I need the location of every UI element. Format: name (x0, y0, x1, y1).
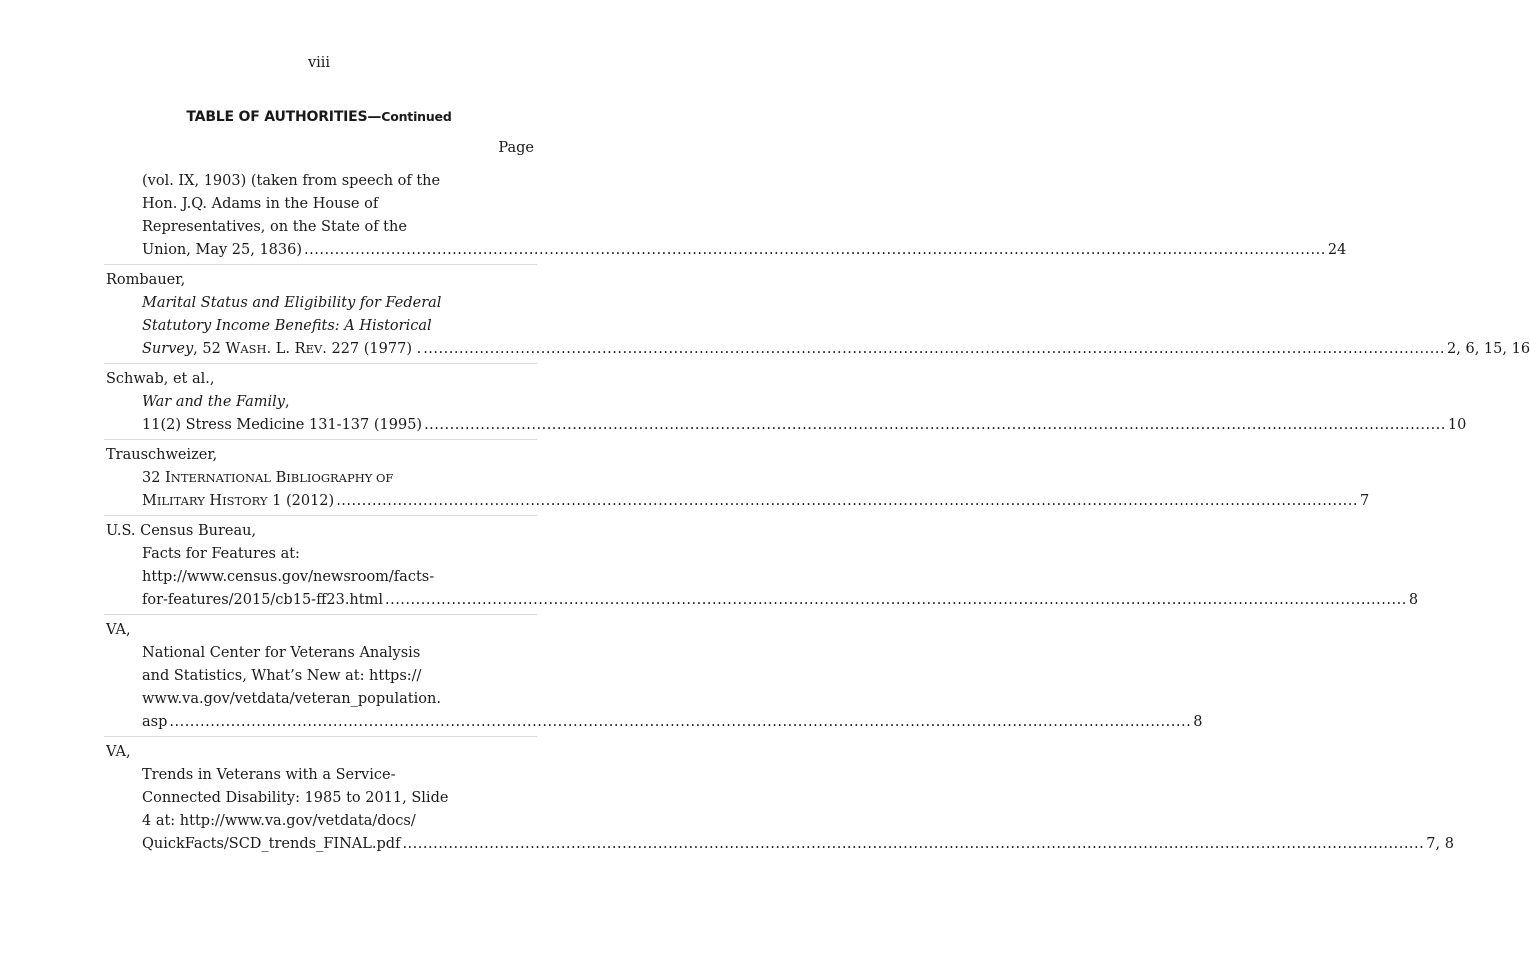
citation-line: Facts for Features at: (142, 546, 300, 562)
authorities-list (106, 170, 1530, 858)
citation-line: Representatives, on the State of the (142, 219, 407, 235)
citation-text: M (142, 493, 157, 509)
citation-text: 11(2) Stress Medicine 131-137 (1995) (142, 417, 423, 433)
citation-line: Hon. J.Q. Adams in the House of (142, 196, 379, 212)
heading-continued: Continued (381, 109, 452, 124)
authority-entry (106, 368, 1467, 437)
citation-punct: , (285, 394, 290, 410)
dot-leader: ........................................................................................................................................................................................................ (384, 592, 1407, 608)
citation-line: and Statistics, What’s New at: https:// (142, 668, 422, 684)
page-number: viii (307, 55, 331, 71)
citation-text (142, 490, 334, 513)
citation-text: asp (142, 714, 168, 730)
citation-line-last (106, 490, 1370, 513)
citation-text: 32 I (142, 470, 171, 486)
entry-divider (104, 363, 537, 364)
citation-line-last (106, 833, 1454, 856)
entry-divider (104, 515, 537, 516)
citation-line: (vol. IX, 1903) (taken from speech of the (142, 173, 441, 189)
authority-entry (106, 741, 1454, 856)
citation-line (106, 467, 535, 490)
dot-leader: ........................................................................................................................................................................................................ (402, 836, 1425, 852)
section-heading (0, 109, 638, 125)
page-reference: 24 (1327, 242, 1347, 258)
citation-text: H (204, 493, 223, 509)
page-reference: 2, 6, 15, 16 (1447, 341, 1530, 357)
journal-smallcaps: ASH (240, 342, 267, 356)
page-reference: 8 (1193, 714, 1203, 730)
citation-line-last (106, 338, 1530, 361)
citation-text: for-features/2015/cb15-ff23.html (142, 592, 383, 608)
dot-leader: ........................................................................................................................................................................................................ (424, 417, 1446, 433)
citation-text: Union, May 25, 1836) (142, 242, 303, 258)
citation-line-last (106, 589, 1419, 612)
citation-title: Marital Status and Eligibility for Federal (142, 295, 442, 311)
citation-line: 4 at: http://www.va.gov/vetdata/docs/ (142, 813, 416, 829)
citation-title: Survey (142, 341, 194, 357)
citation-source: . 227 (1977) . (322, 341, 422, 357)
dot-leader: ........................................................................................................................................................................................................ (423, 341, 1446, 357)
citation-line-last (106, 239, 1347, 262)
author-name: Trauschweizer, (106, 447, 218, 463)
citation-line-last (106, 711, 1203, 734)
author-name: VA, (106, 622, 131, 638)
dot-leader: ........................................................................................................................................................................................................ (304, 242, 1326, 258)
author-name: Rombauer, (106, 272, 186, 288)
citation-title: War and the Family (142, 394, 285, 410)
authority-entry (106, 444, 1370, 513)
citation-line (106, 391, 535, 414)
journal-smallcaps: ILITARY (156, 494, 205, 508)
journal-smallcaps: NTERNATIONAL (170, 471, 271, 485)
page-reference: 8 (1408, 592, 1419, 608)
journal-smallcaps: EV (305, 342, 323, 356)
authority-entry (106, 619, 1203, 734)
authority-entry (106, 269, 1530, 361)
entry-divider (104, 264, 537, 265)
page-column-label: Page (498, 140, 534, 156)
dot-leader: ........................................................................................................................................................................................................ (169, 714, 1192, 730)
dot-leader: ........................................................................................................................................................................................................ (336, 493, 1359, 509)
author-name: U.S. Census Bureau, (106, 523, 257, 539)
citation-source: . L. R (266, 341, 306, 357)
heading-title: TABLE OF AUTHORITIES— (186, 109, 382, 125)
authority-entry (106, 170, 1347, 262)
entry-divider (104, 439, 537, 440)
citation-line: www.va.gov/vetdata/veteran_population. (142, 691, 441, 707)
page-reference: 7, 8 (1426, 836, 1454, 852)
citation-line: Trends in Veterans with a Service- (142, 767, 396, 783)
entry-divider (104, 736, 537, 737)
citation-text: B (270, 470, 287, 486)
citation-line-last (106, 414, 1467, 437)
journal-smallcaps: IBLIOGRAPHY OF (286, 471, 394, 485)
page-reference: 7 (1360, 493, 1370, 509)
citation-line: Connected Disability: 1985 to 2011, Slide (142, 790, 449, 806)
author-name: Schwab, et al., (106, 371, 215, 387)
citation-line: http://www.census.gov/newsroom/facts- (142, 569, 435, 585)
author-name: VA, (106, 744, 131, 760)
citation-text: 1 (2012) (267, 493, 335, 509)
page-reference: 10 (1447, 417, 1467, 433)
citation-line: National Center for Veterans Analysis (142, 645, 421, 661)
entry-divider (104, 614, 537, 615)
journal-smallcaps: ISTORY (222, 494, 268, 508)
citation-title: Statutory Income Benefits: A Historical (142, 318, 432, 334)
authority-entry (106, 520, 1419, 612)
citation-text (142, 338, 421, 361)
citation-source: , 52 W (193, 341, 241, 357)
citation-text: QuickFacts/SCD_trends_FINAL.pdf (142, 836, 401, 852)
